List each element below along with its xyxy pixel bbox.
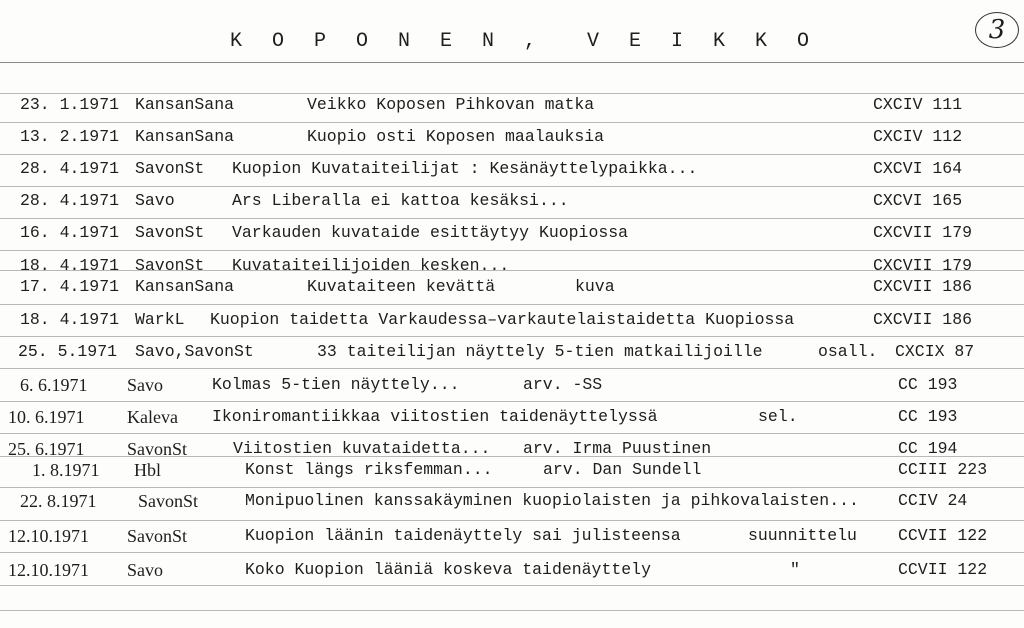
entry-note: kuva (575, 277, 615, 296)
ruled-line (0, 520, 1024, 521)
entry-date: 18. 4.1971 (20, 310, 120, 329)
entry-source: Hbl (134, 460, 161, 480)
card-number: 3 (975, 12, 1019, 48)
entry-reference: CCVII 122 (898, 526, 988, 545)
ruled-line (0, 336, 1024, 337)
entry-reference: CC 194 (898, 439, 958, 458)
entry-date: 12.10.1971 (8, 526, 89, 546)
ruled-line (0, 250, 1024, 251)
entry-reference: CC 193 (898, 407, 958, 426)
entry-reference: CCIII 223 (898, 460, 988, 479)
entry-date: 10. 6.1971 (8, 407, 85, 427)
entry-title: Varkauden kuvataide esittäytyy Kuopiossa (232, 223, 629, 242)
entry-source: SavonSt (127, 526, 188, 546)
entry-date: 23. 1.1971 (20, 95, 120, 114)
entry-reference: CXCVI 164 (873, 159, 963, 178)
entry-reference: CXCVI 165 (873, 191, 963, 210)
entry-note: arv. Dan Sundell (543, 460, 702, 479)
entry-date: 17. 4.1971 (20, 277, 120, 296)
entry-source: SavonSt (138, 491, 199, 511)
ruled-line (0, 93, 1024, 94)
entry-title: Viitostien kuvataidetta... (233, 439, 491, 458)
entry-date: 1. 8.1971 (32, 460, 100, 480)
entry-reference: CXCVII 179 (873, 223, 973, 242)
entry-reference: CXCVII 179 (873, 256, 973, 275)
entry-title: Monipuolinen kanssakäyminen kuopiolaisten ja pihkovalaisten... (245, 491, 859, 510)
entry-source: KansanSana (135, 277, 235, 296)
entry-date: 13. 2.1971 (20, 127, 120, 146)
entry-reference: CXCIV 112 (873, 127, 963, 146)
entry-reference: CXCIV 111 (873, 95, 963, 114)
entry-source: SavonSt (127, 439, 188, 459)
entry-reference: CC 193 (898, 375, 958, 394)
entry-note: sel. (758, 407, 798, 426)
entry-source: SavonSt (135, 223, 205, 242)
entry-reference: CCIV 24 (898, 491, 968, 510)
entry-source: Savo (135, 191, 175, 210)
entry-source: SavonSt (135, 256, 205, 275)
entry-source: KansanSana (135, 95, 235, 114)
entry-title: Kuopion taidetta Varkaudessa–varkautelaistaidetta Kuopiossa (210, 310, 795, 329)
header-rule (0, 62, 1024, 63)
entry-note: " (790, 560, 800, 579)
entry-source: Savo (127, 375, 163, 395)
entry-title: Veikko Koposen Pihkovan matka (307, 95, 595, 114)
entry-date: 22. 8.1971 (20, 491, 97, 511)
entry-note: arv. Irma Puustinen (523, 439, 712, 458)
entry-note: arv. -SS (523, 375, 603, 394)
entry-source: Savo,SavonSt (135, 342, 254, 361)
ruled-line (0, 122, 1024, 123)
entry-date: 28. 4.1971 (20, 191, 120, 210)
entry-title: Kolmas 5-tien näyttely... (212, 375, 460, 394)
ruled-line (0, 304, 1024, 305)
entry-source: Savo (127, 560, 163, 580)
entry-title: Kuopio osti Koposen maalauksia (307, 127, 605, 146)
entry-date: 25. 6.1971 (8, 439, 85, 459)
entry-source: KansanSana (135, 127, 235, 146)
entry-source: WarkL (135, 310, 185, 329)
entry-note: suunnittelu (748, 526, 857, 545)
entry-date: 16. 4.1971 (20, 223, 120, 242)
ruled-line (0, 487, 1024, 488)
entry-note: osall. (818, 342, 878, 361)
entry-title: Kuvataiteilijoiden kesken... (232, 256, 510, 275)
entry-title: Kuopion läänin taidenäyttely sai julisteensa (245, 526, 681, 545)
entry-title: Koko Kuopion lääniä koskeva taidenäyttely (245, 560, 651, 579)
entry-title: Ars Liberalla ei kattoa kesäksi... (232, 191, 569, 210)
entry-date: 6. 6.1971 (20, 375, 88, 395)
entry-reference: CCVII 122 (898, 560, 988, 579)
ruled-line (0, 585, 1024, 586)
entry-date: 28. 4.1971 (20, 159, 120, 178)
ruled-line (0, 610, 1024, 611)
entry-reference: CXCVII 186 (873, 277, 973, 296)
ruled-line (0, 154, 1024, 155)
entry-date: 12.10.1971 (8, 560, 89, 580)
entry-title: Kuvataiteen kevättä (307, 277, 496, 296)
entry-title: Ikoniromantiikkaa viitostien taidenäyttelyssä (212, 407, 658, 426)
entry-reference: CXCIX 87 (895, 342, 975, 361)
ruled-line (0, 401, 1024, 402)
entry-reference: CXCVII 186 (873, 310, 973, 329)
ruled-line (0, 433, 1024, 434)
ruled-line (0, 552, 1024, 553)
ruled-line (0, 368, 1024, 369)
ruled-line (0, 186, 1024, 187)
ruled-line (0, 218, 1024, 219)
entry-date: 25. 5.1971 (18, 342, 118, 361)
entry-title: Konst längs riksfemman... (245, 460, 493, 479)
card-title: K O P O N E N , V E I K K O (230, 30, 819, 53)
entry-source: Kaleva (127, 407, 178, 427)
entry-date: 18. 4.1971 (20, 256, 120, 275)
entry-title: 33 taiteilijan näyttely 5-tien matkailijoille (317, 342, 763, 361)
entry-source: SavonSt (135, 159, 205, 178)
entry-title: Kuopion Kuvataiteilijat : Kesänäyttelypaikka... (232, 159, 698, 178)
